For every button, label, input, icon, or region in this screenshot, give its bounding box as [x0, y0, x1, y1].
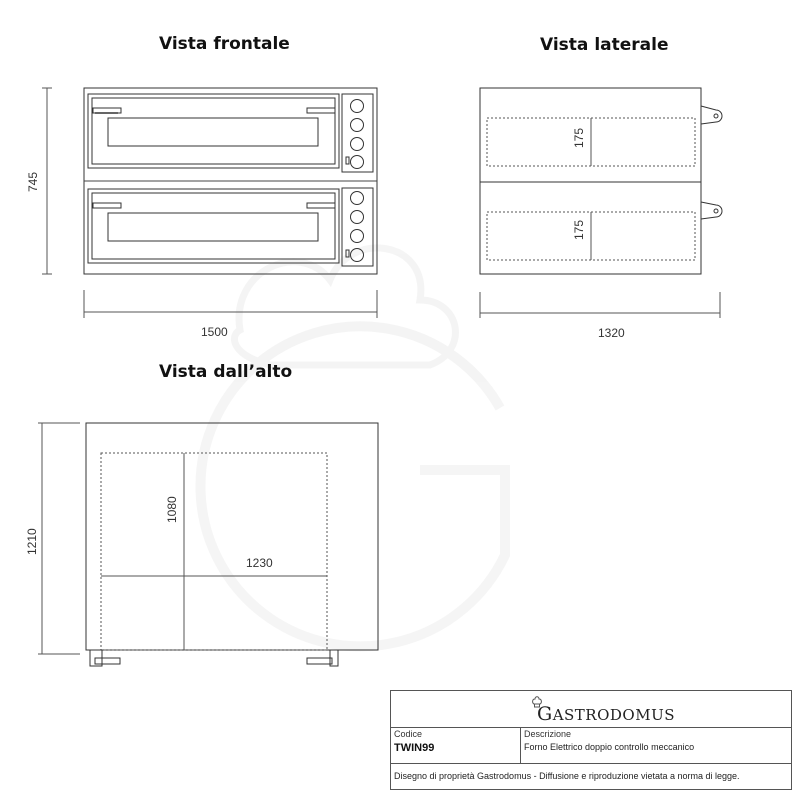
side-chamber-upper-label: 175	[572, 127, 586, 148]
code-cell	[391, 727, 521, 764]
side-chamber-lower-label: 175	[572, 219, 586, 240]
top-inner-depth-label: 1080	[165, 496, 179, 523]
hinge-icon	[701, 202, 722, 219]
top-outline	[86, 423, 378, 650]
front-height-label: 745	[26, 171, 40, 192]
title-block	[390, 690, 792, 790]
knob-icon	[351, 211, 364, 224]
side-view	[480, 88, 722, 318]
brand-rest: ASTRODOMUS	[552, 706, 675, 724]
knob-icon	[351, 138, 364, 151]
description-cell	[521, 727, 791, 764]
description-value: Forno Elettrico doppio controllo meccanico	[524, 742, 695, 752]
top-inner-width-label: 1230	[246, 556, 273, 570]
code-value: TWIN99	[394, 742, 435, 754]
knob-icon	[351, 156, 364, 169]
upper-control-panel	[342, 94, 373, 172]
front-width-label: 1500	[201, 325, 228, 339]
front-view-title: Vista frontale	[159, 34, 290, 54]
lower-oven-door	[88, 189, 339, 263]
brand-name	[537, 703, 675, 725]
footer-note: Disegno di proprietà Gastrodomus - Diffusione e riproduzione vietata a norma di legge.	[394, 771, 740, 781]
top-depth-label: 1210	[25, 528, 39, 555]
hinge-icon	[701, 106, 722, 124]
brand-row	[391, 691, 791, 728]
gastrodomus-watermark	[200, 248, 505, 646]
top-view-title: Vista dall’alto	[159, 362, 293, 382]
side-view-title: Vista laterale	[540, 35, 669, 55]
code-label: Codice	[394, 729, 423, 739]
upper-oven-door	[88, 94, 339, 168]
front-view	[42, 88, 377, 318]
knob-icon	[351, 100, 364, 113]
description-label: Descrizione	[524, 729, 572, 739]
knob-icon	[351, 230, 364, 243]
knob-icon	[351, 119, 364, 132]
brand-initial: G	[537, 703, 553, 725]
knob-icon	[351, 192, 364, 205]
side-width-label: 1320	[598, 326, 625, 340]
